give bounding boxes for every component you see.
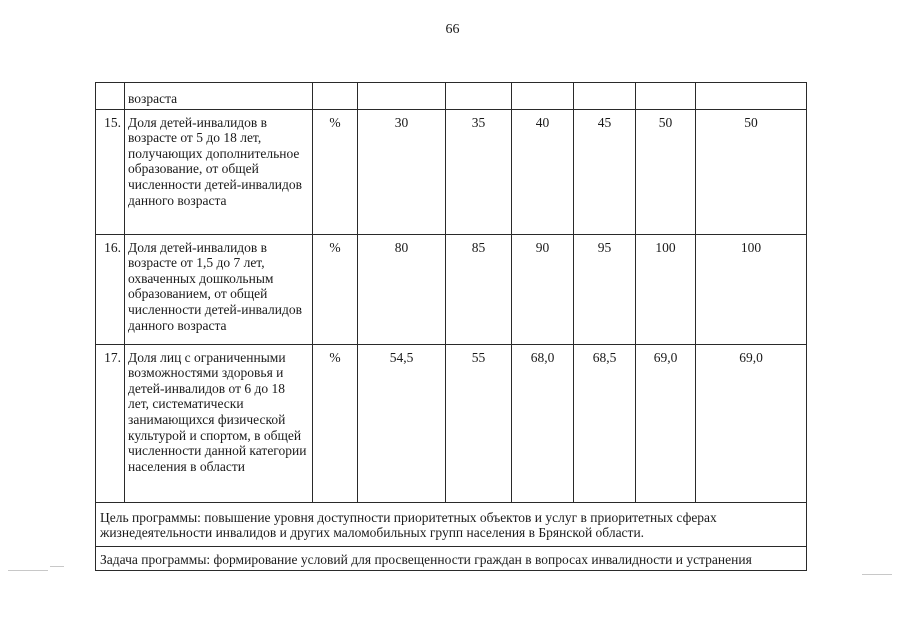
cell-value: 54,5: [358, 344, 446, 502]
cell-value: 68,5: [574, 344, 636, 502]
cell-value: 80: [358, 234, 446, 344]
table-row-15: [96, 109, 807, 234]
cell-desc: Доля детей-инвалидов в возрасте от 5 до 18 лет, получающих дополнительное образование, от общей численности детей-инвалидов данного возраста: [125, 109, 313, 234]
cell-unit: %: [313, 344, 358, 502]
cell-unit: %: [313, 109, 358, 234]
table-row-goal: [96, 502, 807, 546]
scan-speck: [862, 574, 892, 575]
cell-num: 16.: [96, 234, 125, 344]
cell-value: 95: [574, 234, 636, 344]
cell-value: 69,0: [636, 344, 696, 502]
program-goal: Цель программы: повышение уровня доступности приоритетных объектов и услуг в приоритетных сферах жизнедеятельности инвалидов и других маломобильных групп населения в Брянской области.: [96, 502, 807, 546]
cell-value: 55: [446, 344, 512, 502]
table-row-continued: [96, 83, 807, 110]
cell-desc: Доля детей-инвалидов в возрасте от 1,5 до 7 лет, охваченных дошкольным образованием, от общей численности детей-инвалидов данного возраста: [125, 234, 313, 344]
cell-value: 45: [574, 109, 636, 234]
cell-desc: Доля лиц с ограниченными возможностями здоровья и детей-инвалидов от 6 до 18 лет, систематически занимающихся физической культурой и спортом, в общей численности данной категории населения в области: [125, 344, 313, 502]
cell-value: 100: [636, 234, 696, 344]
cell-value: 100: [696, 234, 807, 344]
cell-value: 30: [358, 109, 446, 234]
cell-value: 85: [446, 234, 512, 344]
cell-value: 50: [696, 109, 807, 234]
cell-value: 69,0: [696, 344, 807, 502]
table-row-17: [96, 344, 807, 502]
cell-value: 40: [512, 109, 574, 234]
page-number: 66: [445, 22, 460, 37]
cell-value: 90: [512, 234, 574, 344]
table-row-task: [96, 546, 807, 571]
indicators-table: [95, 82, 807, 571]
cell-num: 17.: [96, 344, 125, 502]
scan-speck: [8, 570, 48, 571]
cell-unit: %: [313, 234, 358, 344]
scan-speck: [50, 566, 64, 567]
cell-value: 50: [636, 109, 696, 234]
cell-num: 15.: [96, 109, 125, 234]
cell-value: 35: [446, 109, 512, 234]
cell-desc: возраста: [125, 83, 313, 110]
cell-value: 68,0: [512, 344, 574, 502]
table-row-16: [96, 234, 807, 344]
cell-num: [96, 83, 125, 110]
program-task: Задача программы: формирование условий для просвещенности граждан в вопросах инвалидности и устранения: [96, 546, 807, 571]
